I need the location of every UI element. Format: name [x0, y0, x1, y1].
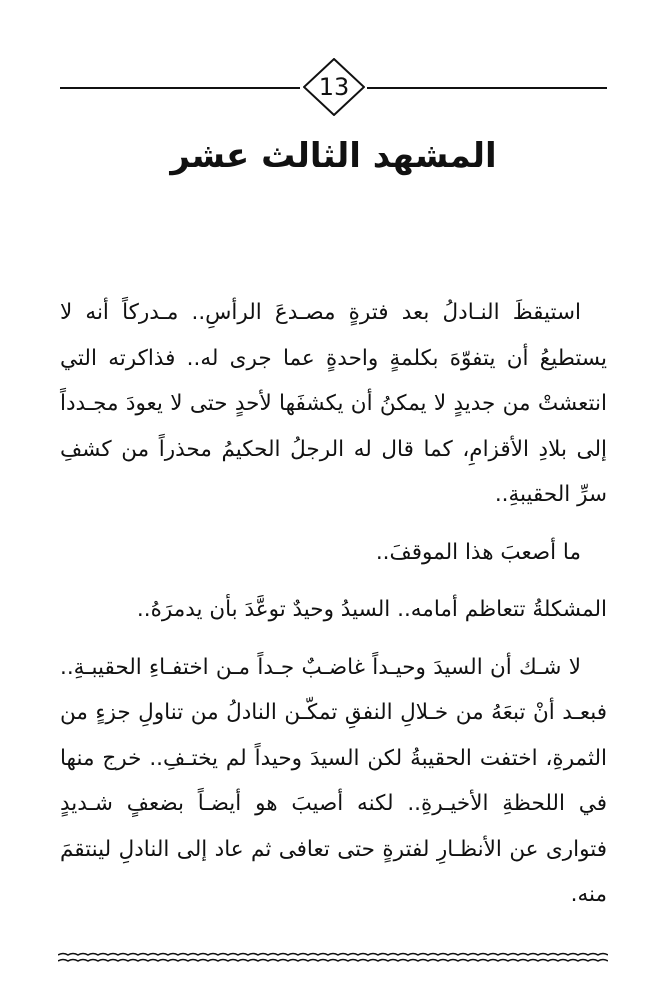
- page-number: 13: [318, 73, 350, 101]
- page-header: [60, 58, 607, 116]
- paragraph: ما أصعبَ هذا الموقفَ..: [375, 539, 581, 565]
- chapter-title: المشهد الثالث عشر: [170, 136, 497, 176]
- paragraph: لا شـك أن السيدَ وحيـداً غاضـبٌ جـداً مـن اختفـاءِ الحقيبـةِ.. فبعـد أنْ تبعَهُ من خـلالِ النفقِ تمكّـن النادلُ من تناولِ جزءٍ من الثمرةِ، اختفت الحقيبةُ لكن السيدَ وحيداً لم يختـفِ.. خرج منها في اللحظةِ الأخيـرةِ.. لكنه أصيبَ هو أيضـاً بضعفٍ شـديدٍ فتوارى عن الأنظـارِ لفترةٍ حتى تعافى ثم عاد إلى النادلِ لينتقمَ منه.: [60, 654, 607, 907]
- paragraph: المشكلةُ تتعاظم أمامه.. السيدُ وحيدٌ توعَّدَ بأن يدمرَهُ..: [136, 597, 607, 622]
- paragraph: استيقظَ النـادلُ بعد فترةٍ مصـدعَ الرأسِ.. مـدركاً أنه لا يستطيعُ أن يتفوّهَ بكلمةٍ واحدةٍ عما جرى له.. فذاكرته التي انتعشتْ من جديدٍ لا يمكنُ أن يكشفَها لأحدٍ حتى لا يعودَ مجـدداً إلى بلادِ الأقزامِ، كما قال له الرجلُ الحكيمُ محذراً من كشفِ سرِّ الحقيبةِ..: [60, 300, 607, 507]
- body-text: [60, 290, 607, 930]
- footer-wave-divider: [58, 950, 608, 966]
- header-rule-right: [367, 87, 607, 89]
- header-rule-left: [60, 87, 300, 89]
